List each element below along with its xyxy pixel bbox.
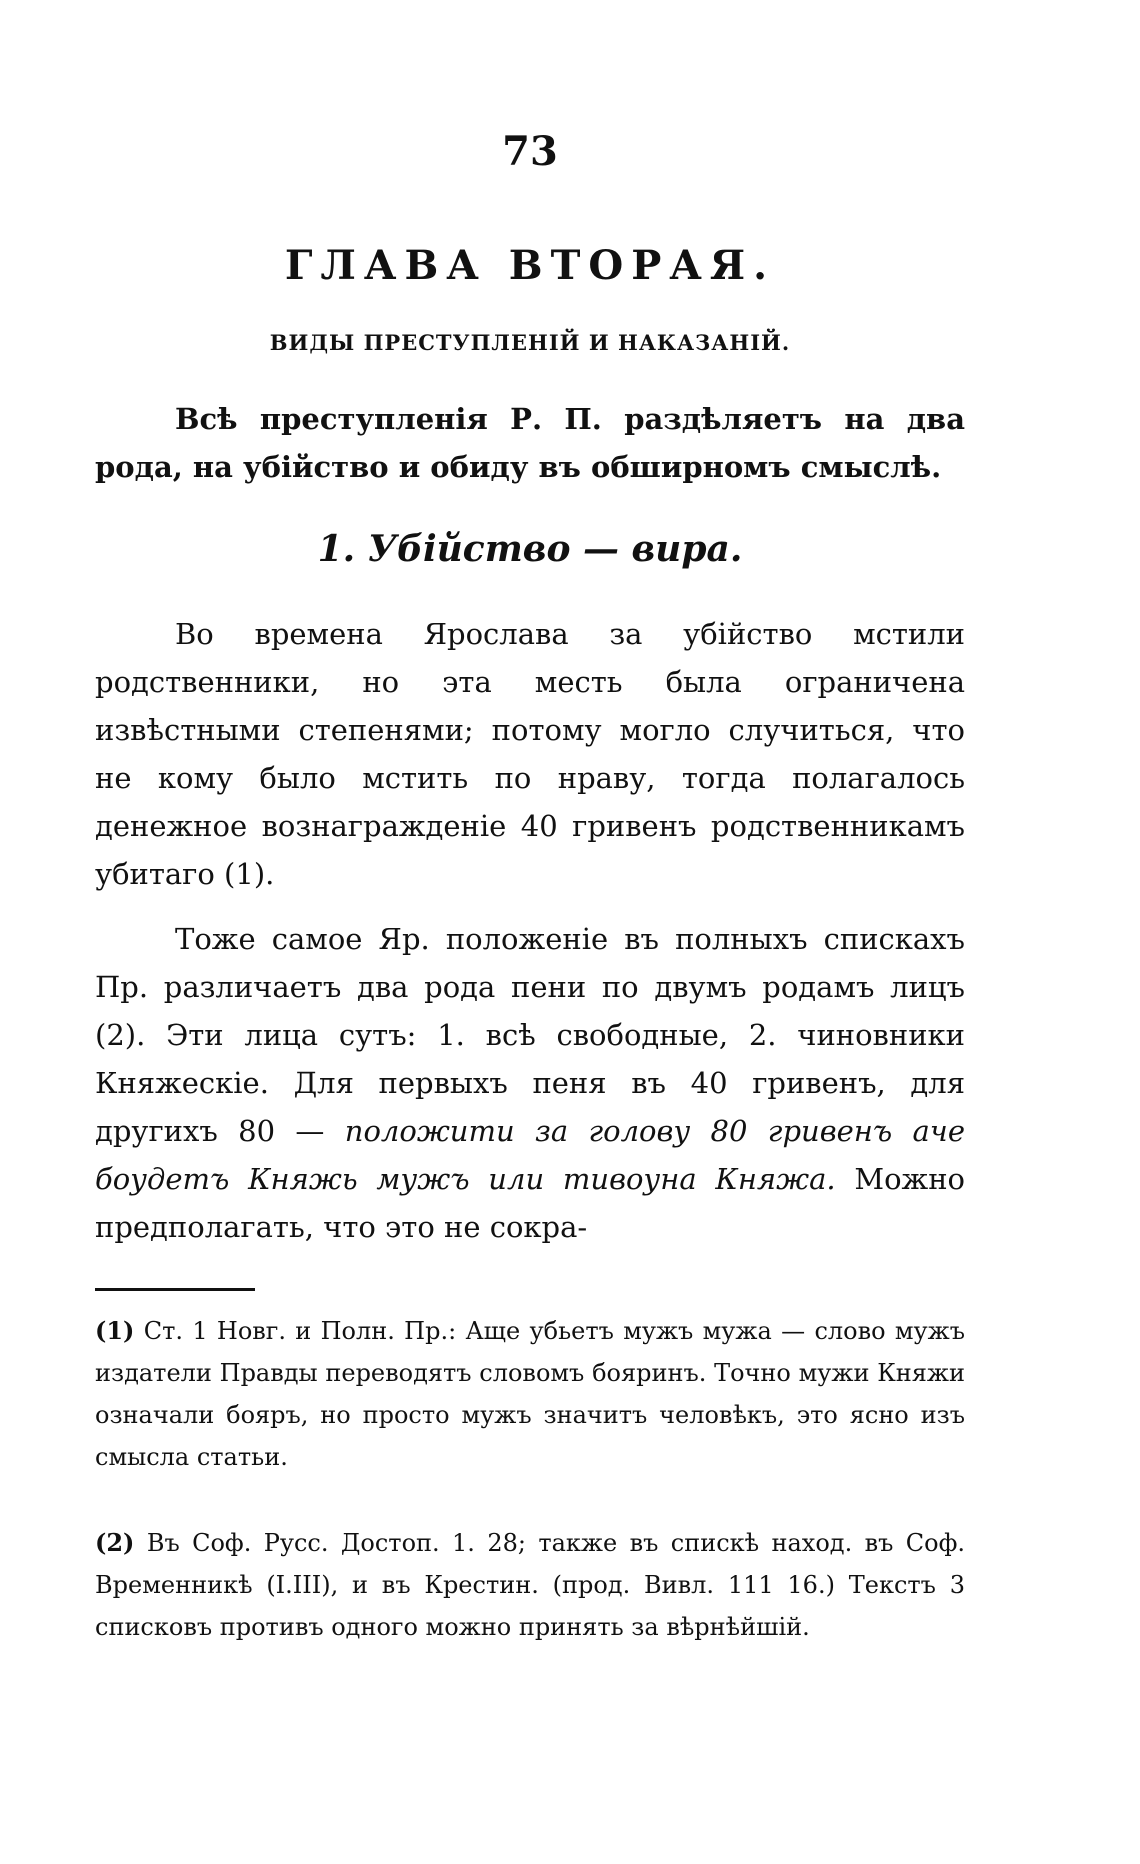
footnote-divider [95,1288,255,1291]
chapter-subtitle: ВИДЫ ПРЕСТУПЛЕНІЙ И НАКАЗАНІЙ. [269,330,791,355]
footnote-1 [95,1310,965,1478]
paragraph-text-quote: положити за голову 80 гривенъ аче боудетъ Княжь мужъ или тивоуна Княжа. [95,1114,966,1196]
footnote-marker: (2) [95,1528,135,1557]
intro-paragraph: Всѣ преступленія Р. П. раздѣляетъ на два рода, на убійство и обиду въ обширномъ смыслѣ. [95,402,965,484]
footnote-marker: (1) [95,1316,135,1345]
footnote-2 [95,1522,965,1648]
paragraph-text-normal: Тоже самое Яр. положеніе въ полныхъ спискахъ Пр. различаетъ два рода пени по двумъ родамъ лицъ (2). Эти лица сутъ: 1. всѣ свободные, 2. чиновники Княжескіе. Для первыхъ пеня въ 40 гривенъ, для другихъ 80 — [95,922,965,1148]
book-page [95,0,965,1864]
chapter-title: ГЛАВА ВТОРАЯ. [284,242,776,289]
paragraph-two-kinds-of-fine [95,915,965,1251]
paragraph-text-end: Можно предполагать, что это не сокра- [95,1162,965,1244]
footnote-text: Ст. 1 Новг. и Полн. Пр.: Аще убьетъ мужъ мужа — слово мужъ издатели Правды переводятъ словомъ бояринъ. Точно мужи Княжи означали бояръ, но просто мужъ значитъ человѣкъ, это ясно изъ смысла статьи. [95,1317,965,1471]
page-number: 73 [502,128,558,175]
paragraph-murder-vengeance: Во времена Ярослава за убійство мстили родственники, но эта месть была ограничена извѣстными степенями; потому могло случиться, что не кому было мстить по нраву, тогда полагалось денежное вознагражденіе 40 гривенъ родственникамъ убитаго (1). [95,617,965,891]
footnote-text: Въ Соф. Русс. Достоп. 1. 28; также въ спискѣ наход. въ Соф. Временникѣ (I.III), и въ Крестин. (прод. Вивл. 111 16.) Текстъ 3 списковъ противъ одного можно принять за вѣрнѣйшій. [95,1529,965,1641]
section-heading: 1. Убійство — вира. [317,528,743,570]
